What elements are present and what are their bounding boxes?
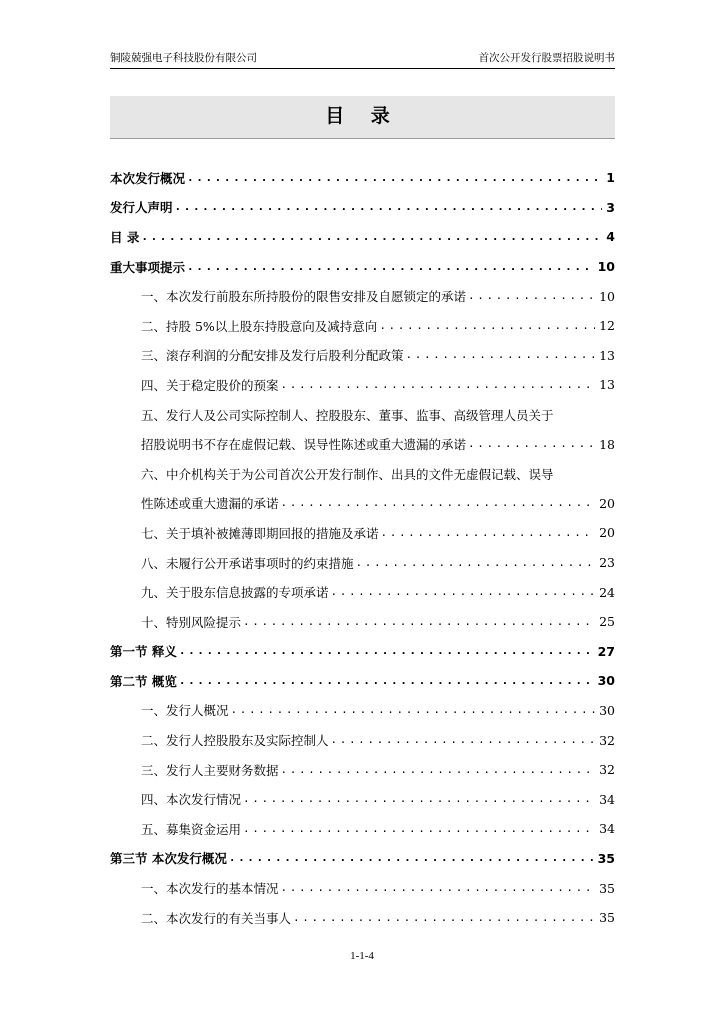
toc-entry[interactable] (110, 548, 615, 578)
title-band (110, 96, 615, 139)
toc-entry-label: 四、关于稳定股价的预案 (141, 377, 279, 393)
toc-entry-page: 25 (599, 614, 615, 630)
toc-entry-page: 18 (599, 436, 615, 452)
toc-entry-label: 二、发行人控股股东及实际控制人 (141, 733, 329, 749)
toc-dot-leader (179, 674, 594, 688)
toc-entry-label: 九、关于股东信息披露的专项承诺 (141, 585, 329, 601)
toc-entry-page: 23 (599, 555, 615, 571)
toc-dot-leader (175, 200, 603, 214)
toc-dot-leader (281, 378, 596, 392)
toc-entry-label: 十、特别风险提示 (141, 614, 242, 630)
toc-entry[interactable] (110, 193, 615, 223)
toc-dot-leader (293, 911, 595, 925)
toc-dot-leader (231, 703, 596, 717)
toc-entry-page: 3 (606, 199, 615, 215)
table-of-contents (110, 163, 615, 932)
toc-entry[interactable] (110, 666, 615, 696)
toc-entry-label: 七、关于填补被摊薄即期回报的措施及承诺 (141, 525, 379, 541)
toc-dot-leader (468, 437, 595, 451)
toc-entry-label: 四、本次发行情况 (141, 792, 242, 808)
toc-dot-leader (381, 526, 596, 540)
toc-entry-page: 20 (599, 495, 615, 511)
toc-entry-label: 三、滚存利润的分配安排及发行后股利分配政策 (141, 348, 404, 364)
toc-entry-label: 五、发行人及公司实际控制人、控股股东、董事、监事、高级管理人员关于 (141, 407, 554, 423)
toc-entry-page: 13 (599, 377, 615, 393)
toc-entry[interactable] (110, 370, 615, 400)
toc-entry-page: 24 (599, 584, 615, 600)
toc-dot-leader (406, 348, 596, 362)
toc-entry-page: 12 (599, 318, 615, 334)
toc-dot-leader (229, 851, 594, 865)
toc-entry[interactable] (110, 844, 615, 874)
toc-entry-page: 34 (599, 791, 615, 807)
toc-entry-label: 发行人声明 (110, 200, 173, 216)
toc-dot-leader (331, 585, 596, 599)
toc-entry[interactable] (110, 311, 615, 341)
toc-dot-leader (141, 230, 602, 244)
toc-dot-leader (281, 763, 596, 777)
page-number: 1-1-4 (350, 950, 374, 962)
toc-dot-leader (243, 822, 595, 836)
toc-entry[interactable] (110, 518, 615, 548)
toc-entry[interactable] (110, 784, 615, 814)
toc-dot-leader (379, 319, 595, 333)
toc-entry[interactable] (110, 637, 615, 667)
toc-entry[interactable] (110, 429, 615, 459)
toc-dot-leader (243, 792, 595, 806)
header-document-title: 首次公开发行股票招股说明书 (478, 52, 615, 64)
toc-entry-page: 13 (599, 347, 615, 363)
toc-entry-label: 目 录 (110, 229, 140, 245)
toc-entry-label: 重大事项提示 (110, 259, 186, 275)
header-company-name: 铜陵兢强电子科技股份有限公司 (110, 52, 257, 64)
toc-entry[interactable] (110, 814, 615, 844)
toc-dot-leader (281, 496, 596, 510)
toc-entry-label: 一、本次发行前股东所持股份的限售安排及自愿锁定的承诺 (141, 289, 467, 305)
toc-entry-label: 招股说明书不存在虚假记载、误导性陈述或重大遗漏的承诺 (141, 437, 467, 453)
toc-entry-page: 30 (599, 702, 615, 718)
toc-dot-leader (243, 615, 595, 629)
toc-entry[interactable] (110, 755, 615, 785)
toc-dot-leader (468, 289, 595, 303)
toc-entry-label: 一、发行人概况 (141, 703, 229, 719)
toc-entry-label: 三、发行人主要财务数据 (141, 762, 279, 778)
toc-dot-leader (281, 881, 596, 895)
toc-entry[interactable] (110, 163, 615, 193)
toc-entry-page: 34 (599, 821, 615, 837)
toc-entry-label: 二、本次发行的有关当事人 (141, 910, 292, 926)
toc-entry[interactable] (110, 903, 615, 933)
toc-dot-leader (187, 171, 602, 185)
toc-entry[interactable] (110, 607, 615, 637)
toc-entry-label: 本次发行概况 (110, 170, 186, 186)
toc-entry[interactable] (110, 222, 615, 252)
toc-entry-page: 30 (597, 673, 615, 689)
page-footer (0, 950, 724, 962)
toc-entry-page: 1 (606, 170, 615, 186)
toc-entry[interactable] (110, 489, 615, 519)
toc-entry[interactable] (110, 577, 615, 607)
toc-entry-label: 性陈述或重大遗漏的承诺 (141, 496, 279, 512)
toc-entry[interactable] (110, 400, 615, 430)
toc-entry-label: 二、持股 5%以上股东持股意向及减持意向 (141, 318, 378, 334)
toc-entry-label: 六、中介机构关于为公司首次公开发行制作、出具的文件无虚假记载、误导 (141, 466, 554, 482)
toc-entry-label: 八、未履行公开承诺事项时的约束措施 (141, 555, 354, 571)
toc-entry[interactable] (110, 725, 615, 755)
toc-entry-page: 32 (599, 732, 615, 748)
toc-entry-page: 10 (599, 288, 615, 304)
toc-entry-page: 35 (599, 880, 615, 896)
toc-entry-label: 第二节 概览 (110, 673, 177, 689)
toc-entry[interactable] (110, 252, 615, 282)
toc-entry-label: 第一节 释义 (110, 644, 177, 660)
page-header (110, 50, 615, 69)
toc-entry-page: 35 (599, 910, 615, 926)
toc-entry-page: 4 (606, 229, 615, 245)
toc-dot-leader (356, 556, 596, 570)
toc-entry[interactable] (110, 696, 615, 726)
toc-entry-page: 32 (599, 762, 615, 778)
toc-entry[interactable] (110, 459, 615, 489)
toc-entry-page: 35 (597, 850, 615, 866)
toc-entry-label: 一、本次发行的基本情况 (141, 881, 279, 897)
toc-entry[interactable] (110, 281, 615, 311)
toc-entry-page: 20 (599, 525, 615, 541)
toc-entry-label: 第三节 本次发行概况 (110, 851, 227, 867)
toc-dot-leader (179, 644, 594, 658)
page-title: 目 录 (325, 105, 400, 127)
toc-entry-page: 27 (597, 643, 615, 659)
toc-entry-label: 五、募集资金运用 (141, 821, 242, 837)
toc-dot-leader (187, 260, 594, 274)
toc-entry[interactable] (110, 341, 615, 371)
toc-entry-page: 10 (597, 259, 615, 275)
toc-dot-leader (331, 733, 596, 747)
toc-entry[interactable] (110, 873, 615, 903)
